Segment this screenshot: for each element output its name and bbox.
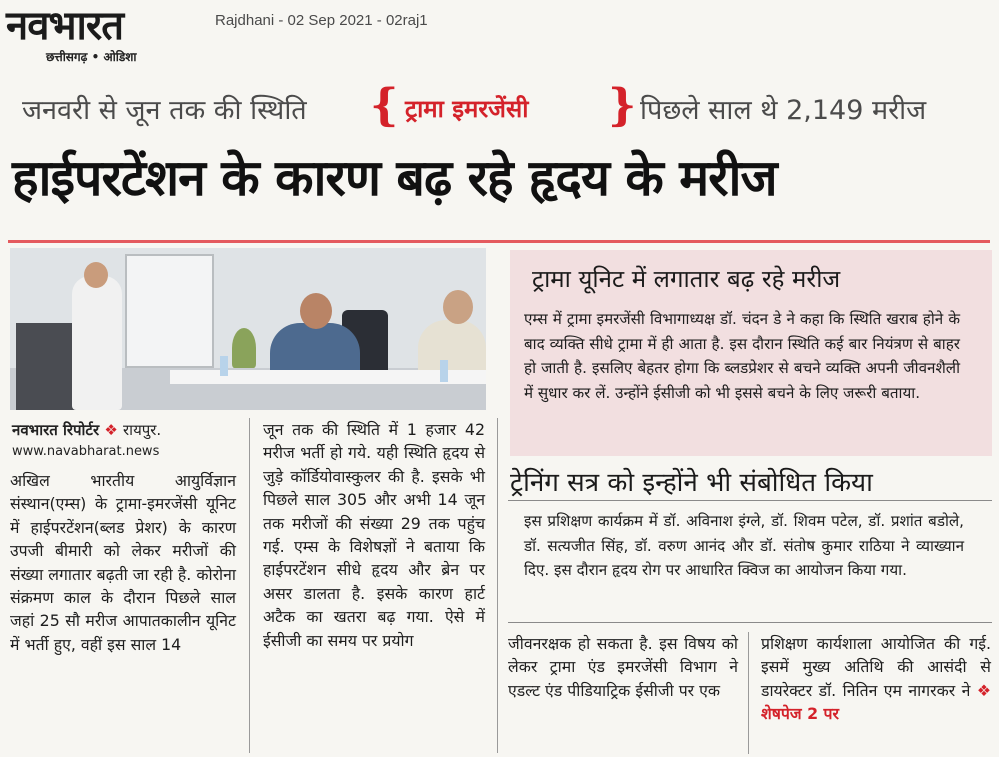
column-divider bbox=[249, 418, 250, 753]
training-section-text: इस प्रशिक्षण कार्यक्रम में डॉ. अविनाश इंग्ले, डॉ. शिवम पटेल, डॉ. प्रशांत बडोले, डॉ. सत्यजीत सिंह, डॉ. वरुण आनंद और डॉ. संतोष कुमार राठिया ने व्याख्यान दिए. इस दौरान हृदय रोग पर आधारित क्विज का आयोजन किया गया. bbox=[524, 512, 964, 579]
kicker-strap bbox=[0, 82, 999, 134]
sidebar-box-text: एम्स में ट्रामा इमरजेंसी विभागाध्यक्ष डॉ. चंदन डे ने कहा कि स्थिति खराब होने के बाद व्यक्ति सीधे ट्रामा में ही आता है. इस दौरान स्थिति कई बार नियंत्रण से बाहर हो जाती है. इसलिए बेहतर होगा कि ब्लडप्रेशर से बचने व्यक्ति अपनी जीवनशैली में सुधार कर लें. उन्होंने ईसीजी को भी इससे बचने के लिए जरूरी बताया. bbox=[524, 310, 960, 402]
photo-plant bbox=[232, 328, 256, 368]
news-photo bbox=[10, 248, 486, 410]
kicker-topic: ट्रामा इमरजेंसी bbox=[405, 95, 529, 123]
photo-screen bbox=[125, 254, 214, 368]
headline: हाईपरटेंशन के कारण बढ़ रहे हृदय के मरीज bbox=[12, 149, 777, 207]
continued-bullet: ❖ bbox=[976, 680, 991, 700]
website: www.navabharat.news bbox=[12, 444, 160, 459]
training-section-title: ट्रेनिंग सत्र को इन्होंने भी संबोधित किया bbox=[510, 468, 873, 498]
section-rule bbox=[508, 500, 992, 501]
byline-reporter: नवभारत रिपोर्टर bbox=[12, 421, 100, 439]
brace-right: } bbox=[608, 80, 637, 131]
byline-city: रायपुर. bbox=[123, 421, 162, 439]
article-column-4-text: प्रशिक्षण कार्यशाला आयोजित की गई. इसमें मुख्य अतिथि की आसंदी से डायरेक्टर डॉ. नितिन एम नागरकर ने bbox=[761, 634, 991, 700]
photo-bottle bbox=[220, 356, 228, 376]
kicker-right: पिछले साल थे 2,149 मरीज bbox=[640, 95, 927, 126]
article-column-2: जून तक की स्थिति में 1 हजार 42 मरीज भर्ती हो गये. यही स्थिति हृदय से जुड़े कॉर्डियोवास्कुलर की है. इसके भी पिछले साल 305 और अभी 14 जून तक मरीजों की संख्या 29 तक पहुंच गई. एम्स के विशेषज्ञों ने बताया कि हाईपरटेंशन सीधे हृदय और ब्रेन पर असर डालता है. इसके कारण हार्ट अटैक का खतरा बढ़ गया. ऐसे में ईसीजी का समय पर प्रयोग bbox=[263, 420, 485, 650]
article-column-3: जीवनरक्षक हो सकता है. इस विषय को लेकर ट्रामा एंड इमरजेंसी विभाग ने एडल्ट एंड पीडियाट्रिक ईसीजी पर एक bbox=[508, 634, 738, 700]
edition-line: छत्तीसगढ़ • ओडिशा bbox=[46, 50, 137, 64]
continued-on-page: शेषपेज 2 पर bbox=[761, 704, 839, 724]
newspaper-logo: नवभारत bbox=[6, 2, 124, 49]
byline bbox=[12, 420, 161, 440]
sidebar-box-title: ट्रामा यूनिट में लगातार बढ़ रहे मरीज bbox=[532, 265, 841, 293]
kicker-left: जनवरी से जून तक की स्थिति bbox=[22, 95, 307, 126]
photo-speaker-head bbox=[84, 262, 108, 288]
byline-bullet: ❖ bbox=[104, 421, 118, 439]
photo-table bbox=[170, 370, 486, 384]
column-divider bbox=[748, 632, 749, 754]
photo-right-man-head bbox=[443, 290, 473, 324]
section-rule bbox=[508, 622, 992, 623]
masthead bbox=[6, 4, 196, 64]
photo-seated-man-head bbox=[300, 293, 332, 329]
column-divider bbox=[497, 418, 498, 753]
photo-podium bbox=[16, 323, 76, 410]
brace-left: { bbox=[370, 80, 399, 131]
headline-rule bbox=[8, 240, 990, 243]
dateline: Rajdhani - 02 Sep 2021 - 02raj1 bbox=[215, 12, 428, 29]
article-column-4 bbox=[761, 632, 991, 726]
photo-speaker bbox=[72, 276, 122, 410]
article-column-1: अखिल भारतीय आयुर्विज्ञान संस्थान(एम्स) के ट्रामा-इमरजेंसी यूनिट में हाईपरटेंशन(ब्लड प्रेशर) के कारण उपजी बीमारी को लेकर मरीजों की संख्या लगातार बढ़ती जा रही है. कोरोना संक्रमण काल के दौरान पिछले साल जहां 25 सौ मरीज आपातकालीन यूनिट में भर्ती हुए, वहीं इस साल 14 bbox=[10, 471, 236, 654]
photo-bottle bbox=[440, 360, 448, 382]
